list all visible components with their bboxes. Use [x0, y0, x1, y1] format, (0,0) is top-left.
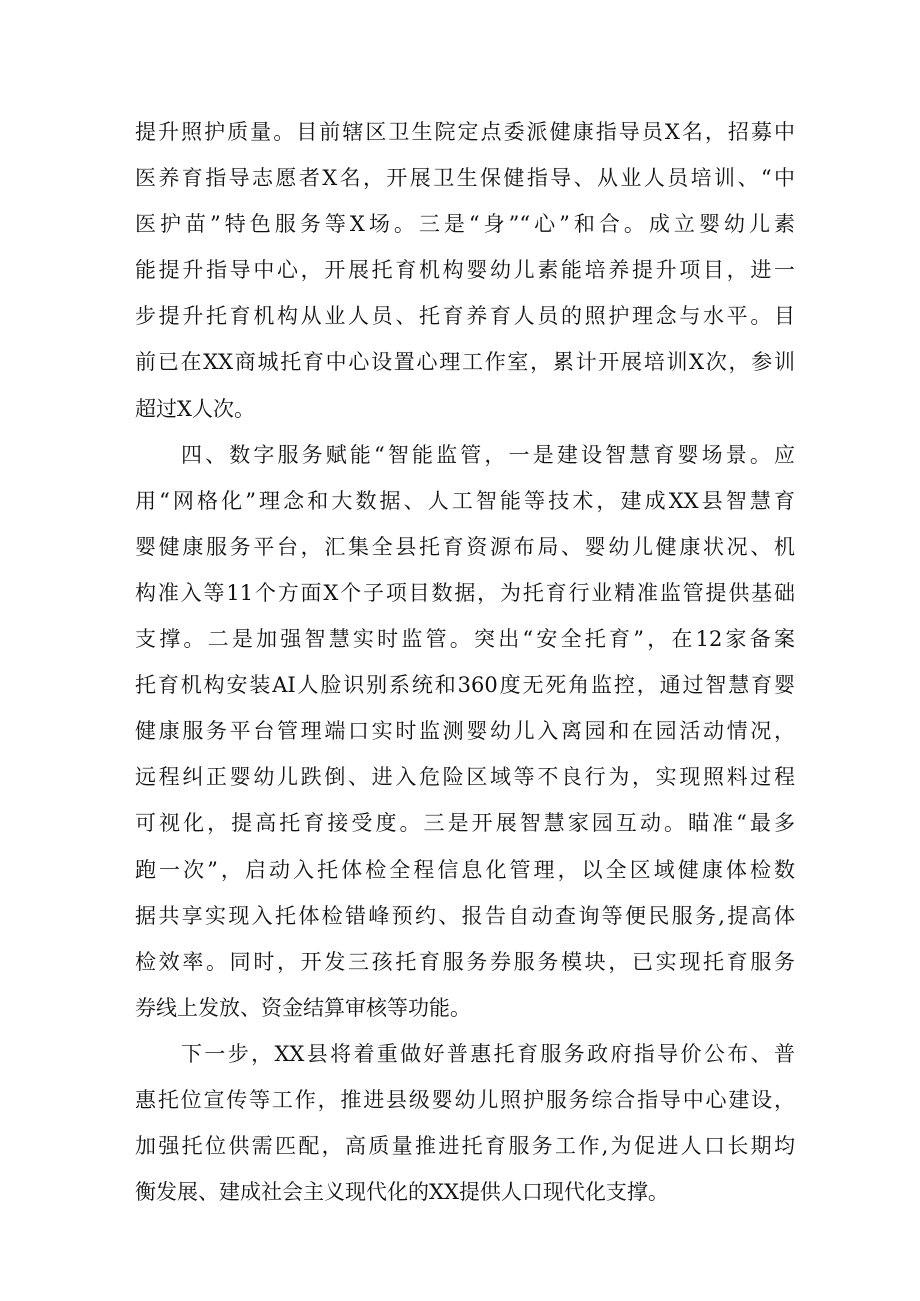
- text-line: 券线上发放、资金结算审核等功能。: [135, 995, 471, 1020]
- text-line: 构准入等11个方面X个子项目数据，为托育行业精准监管提供基础: [135, 580, 795, 605]
- text-line: 能提升指导中心，开展托育机构婴幼儿素能培养提升项目，进一: [135, 258, 795, 283]
- text-line: 医护苗”特色服务等X场。三是“身”“心”和合。成立婴幼儿素: [135, 212, 795, 237]
- document-body: [135, 109, 795, 1215]
- text-line: 跑一次”，启动入托体检全程信息化管理，以全区域健康体检数: [135, 857, 795, 882]
- text-line: 支撑。二是加强智慧实时监管。突出“安全托育”，在12家备案: [135, 627, 795, 652]
- text-line: 远程纠正婴幼儿跌倒、进入危险区域等不良行为，实现照料过程: [135, 765, 795, 790]
- paragraph-3: [135, 1031, 795, 1215]
- text-line: 医养育指导志愿者X名，开展卫生保健指导、从业人员培训、“中: [135, 166, 795, 191]
- text-line: 超过X人次。: [135, 396, 255, 421]
- text-line: 用“网格化”理念和大数据、人工智能等技术，建成XX县智慧育: [135, 488, 795, 513]
- text-line: 步提升托育机构从业人员、托育养育人员的照护理念与水平。目: [135, 304, 795, 329]
- text-line: 可视化，提高托育接受度。三是开展智慧家园互动。瞄准“最多: [135, 811, 795, 836]
- text-line: 提升照护质量。目前辖区卫生院定点委派健康指导员X名，招募中: [135, 120, 795, 144]
- text-line: 托育机构安装AI人脸识别系统和360度无死角监控，通过智慧育婴: [135, 673, 795, 698]
- text-line: 健康服务平台管理端口实时监测婴幼儿入离园和在园活动情况，: [135, 719, 795, 744]
- paragraph-1: [135, 109, 795, 432]
- text-line: 前已在XX商城托育中心设置心理工作室，累计开展培训X次，参训: [135, 350, 795, 375]
- text-line: 据共享实现入托体检错峰预约、报告自动查询等便民服务,提高体: [135, 903, 795, 928]
- text-line: 婴健康服务平台，汇集全县托育资源布局、婴幼儿健康状况、机: [135, 534, 795, 559]
- text-line: 下一步，XX县将着重做好普惠托育服务政府指导价公布、普: [181, 1041, 795, 1066]
- paragraph-2: [135, 432, 795, 1031]
- text-line: 惠托位宣传等工作，推进县级婴幼儿照护服务综合指导中心建设，: [135, 1087, 795, 1112]
- text-line: 四、数字服务赋能“智能监管，一是建设智慧育婴场景。应: [181, 442, 795, 467]
- text-line: 加强托位供需匹配，高质量推进托育服务工作,为促进人口长期均: [135, 1134, 795, 1159]
- text-line: 衡发展、建成社会主义现代化的XX提供人口现代化支撑。: [135, 1180, 669, 1205]
- text-line: 检效率。同时，开发三孩托育服务券服务模块，已实现托育服务: [135, 949, 795, 974]
